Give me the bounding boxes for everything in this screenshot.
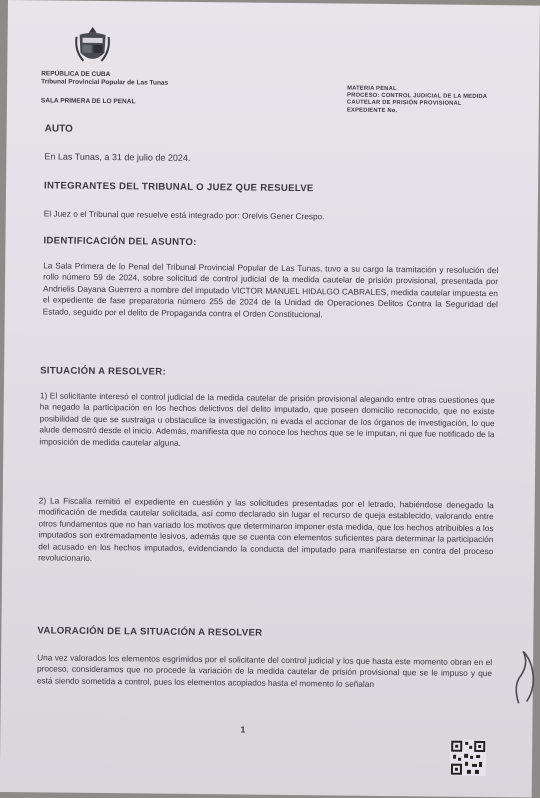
integrantes-heading: INTEGRANTES DEL TRIBUNAL O JUEZ QUE RESUELVE bbox=[43, 180, 314, 195]
country-name: REPÚBLICA DE CUBA bbox=[41, 70, 111, 79]
qr-code-icon bbox=[450, 740, 486, 776]
identificacion-heading: IDENTIFICACIÓN DEL ASUNTO: bbox=[43, 235, 197, 248]
materia-line: PROCESO: CONTROL JUDICIAL DE LA MEDIDA bbox=[346, 92, 488, 101]
identificacion-text: La Sala Primera de lo Penal del Tribunal Provincial Popular de Las Tunas, tuvo a su cargo la tramitación y resolución del rollo número 59 de 2024, sobre solicitud de control judicial de la medida cautelar de prisión provisional, presentada por Andrielis Dayana Guerrero a nombre del imputado VICTOR MANUEL HIDALGO CABRALES, medida cautelar impuesta en el expediente de fase preparatoria número 255 de 2024 de la Unidad de Operaciones Delitos Contra la Seguridad del Estado, seguido por el delito de Propaganda contra el Orden Constitucional. bbox=[42, 260, 499, 319]
date-line: En Las Tunas, a 31 de julio de 2024. bbox=[44, 151, 191, 163]
signature-mark bbox=[511, 645, 540, 705]
materia-line: MATERIA PENAL bbox=[347, 85, 397, 93]
document-title: AUTO bbox=[44, 123, 73, 135]
court-name: Tribunal Provincial Popular de Las Tunas bbox=[41, 78, 169, 87]
coat-of-arms-icon bbox=[73, 25, 111, 67]
page-number: 1 bbox=[240, 724, 246, 735]
situacion-paragraph-1: 1) El solicitante interesó el control judicial de la medida cautelar de prisión provisional alegando entre otras cuestiones que ha negado la participación en los hechos delictivos del delito imputado, que poseen domicilio reconocido, que no existe posibilidad de que se sustraiga u obstaculice la investigación, ni evada el accionar de los órganos de investigación, lo que alude demostró desde el inicio. Además, manifiesta que no conoce los hechos que se le imputan, ni que fue notificado de la imposición de medida cautelar alguna. bbox=[39, 390, 495, 448]
valoracion-heading: VALORACIÓN DE LA SITUACIÓN A RESOLVER bbox=[37, 625, 263, 639]
chamber-name: SALA PRIMERA DE LO PENAL bbox=[40, 97, 136, 106]
materia-line: EXPEDIENTE No. bbox=[346, 107, 398, 114]
materia-line: CAUTELAR DE PRISIÓN PROVISIONAL bbox=[346, 99, 462, 108]
integrantes-text: El Juez o el Tribunal que resuelve está integrado por: Orelvis Gener Crespo. bbox=[43, 208, 325, 222]
situacion-paragraph-2: 2) La Fiscalía remitió el expediente en cuestión y las solicitudes presentadas por el letrado, habiéndose denegado la modificación de medida cautelar solicitada, así como declarado sin lugar el recurso de queja establecido, valorando entre otros fundamentos que no han variado los motivos que determinaron imponer esta medida, que los hechos atribuibles a los imputados son extremadamente lesivos, además que se cuenta con elementos suficientes para determinar la participación del acusado en los hechos imputados, evidenciando la conducta del imputado para manifestarse en contra del proceso revolucionario. bbox=[38, 495, 494, 563]
valoracion-text: Una vez valorados los elementos esgrimidos por el solicitante del control judicial y los que hasta este momento obran en el proceso, consideramos que no procede la variación de la medida cautelar de prisión provisional que se le impuso y que está siendo sometida a control, pues los elementos acopiados hasta el momento lo señalan bbox=[36, 652, 493, 689]
situacion-heading: SITUACIÓN A RESOLVER: bbox=[40, 365, 167, 378]
case-metadata bbox=[347, 86, 537, 117]
